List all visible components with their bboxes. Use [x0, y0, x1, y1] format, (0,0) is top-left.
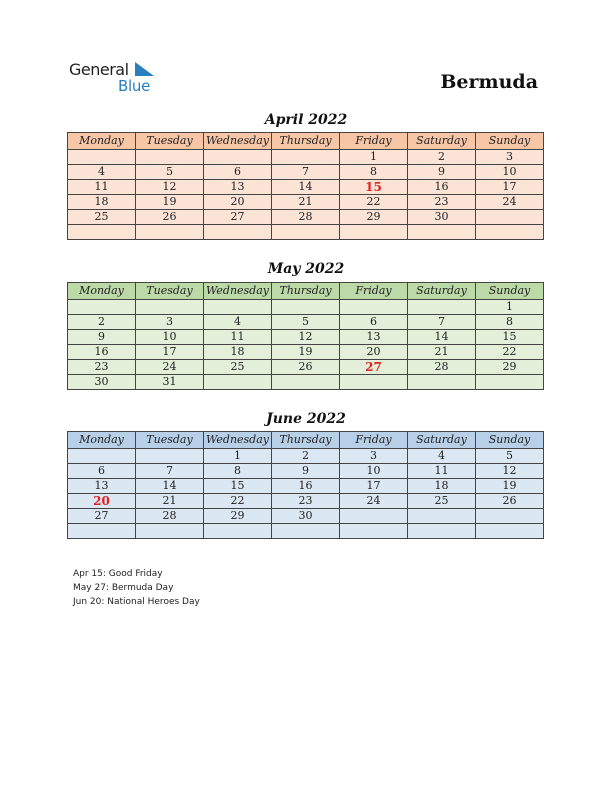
week-row: [68, 449, 544, 464]
day-cell: 13: [204, 180, 272, 195]
day-cell: 1: [476, 300, 544, 315]
week-row: [68, 375, 544, 390]
day-cell: 7: [408, 315, 476, 330]
day-cell: 20: [68, 494, 136, 509]
day-cell: 26: [476, 494, 544, 509]
day-cell: [136, 150, 204, 165]
day-cell: 19: [136, 195, 204, 210]
weekday-header: Friday: [340, 133, 408, 150]
week-row: [68, 180, 544, 195]
weekday-header: Tuesday: [136, 432, 204, 449]
weekday-header: Tuesday: [136, 283, 204, 300]
calendar-may: [67, 282, 544, 390]
day-cell: 25: [68, 210, 136, 225]
day-cell: 15: [340, 180, 408, 195]
day-cell: 3: [136, 315, 204, 330]
day-cell: 13: [68, 479, 136, 494]
day-cell: 1: [340, 150, 408, 165]
day-cell: 21: [136, 494, 204, 509]
day-cell: 20: [204, 195, 272, 210]
day-cell: 25: [204, 360, 272, 375]
day-cell: 27: [204, 210, 272, 225]
weekday-header: Saturday: [408, 133, 476, 150]
day-cell: [476, 225, 544, 240]
day-cell: [408, 509, 476, 524]
day-cell: 12: [272, 330, 340, 345]
day-cell: 30: [68, 375, 136, 390]
weekday-header: Sunday: [476, 133, 544, 150]
weekday-header: Tuesday: [136, 133, 204, 150]
week-row: [68, 195, 544, 210]
day-cell: 13: [340, 330, 408, 345]
day-cell: 15: [476, 330, 544, 345]
month-title-june: June 2022: [266, 411, 346, 427]
day-cell: 22: [340, 195, 408, 210]
week-row: [68, 479, 544, 494]
day-cell: 8: [476, 315, 544, 330]
weekday-header: Thursday: [272, 283, 340, 300]
day-cell: 9: [272, 464, 340, 479]
week-row: [68, 315, 544, 330]
day-cell: 30: [272, 509, 340, 524]
day-cell: 18: [408, 479, 476, 494]
weekday-header: Friday: [340, 283, 408, 300]
day-cell: 7: [136, 464, 204, 479]
day-cell: [68, 150, 136, 165]
day-cell: 17: [476, 180, 544, 195]
day-cell: 27: [68, 509, 136, 524]
day-cell: 29: [204, 509, 272, 524]
logo-triangle-icon: [135, 62, 155, 78]
day-cell: [476, 375, 544, 390]
country-title: Bermuda: [440, 71, 538, 93]
day-cell: [204, 524, 272, 539]
weekday-header-row: [68, 432, 544, 449]
day-cell: 1: [204, 449, 272, 464]
logo-text-general: General: [69, 60, 129, 79]
weekday-header: Wednesday: [204, 133, 272, 150]
weekday-header-row: [68, 283, 544, 300]
day-cell: [272, 225, 340, 240]
day-cell: 5: [272, 315, 340, 330]
day-cell: 21: [272, 195, 340, 210]
day-cell: 8: [340, 165, 408, 180]
day-cell: 19: [476, 479, 544, 494]
day-cell: 6: [68, 464, 136, 479]
day-cell: 24: [136, 360, 204, 375]
week-row: [68, 330, 544, 345]
calendar-april: [67, 132, 544, 240]
day-cell: 4: [204, 315, 272, 330]
day-cell: 11: [68, 180, 136, 195]
day-cell: 23: [272, 494, 340, 509]
day-cell: [408, 225, 476, 240]
week-row: [68, 345, 544, 360]
day-cell: 2: [408, 150, 476, 165]
day-cell: 12: [136, 180, 204, 195]
weekday-header: Monday: [68, 283, 136, 300]
weekday-header: Monday: [68, 432, 136, 449]
day-cell: 30: [408, 210, 476, 225]
day-cell: 8: [204, 464, 272, 479]
day-cell: 23: [408, 195, 476, 210]
day-cell: [204, 375, 272, 390]
day-cell: 5: [476, 449, 544, 464]
holiday-item: May 27: Bermuda Day: [73, 583, 174, 593]
weekday-header: Saturday: [408, 432, 476, 449]
day-cell: 6: [204, 165, 272, 180]
calendar-june: [67, 431, 544, 539]
day-cell: 2: [272, 449, 340, 464]
day-cell: [340, 225, 408, 240]
logo-text-blue: Blue: [118, 77, 150, 95]
day-cell: 17: [340, 479, 408, 494]
day-cell: 29: [476, 360, 544, 375]
day-cell: [476, 509, 544, 524]
weekday-header: Thursday: [272, 432, 340, 449]
day-cell: [408, 375, 476, 390]
day-cell: 28: [136, 509, 204, 524]
day-cell: 25: [408, 494, 476, 509]
weekday-header: Sunday: [476, 283, 544, 300]
day-cell: 12: [476, 464, 544, 479]
week-row: [68, 210, 544, 225]
day-cell: 15: [204, 479, 272, 494]
weekday-header: Wednesday: [204, 283, 272, 300]
day-cell: [272, 300, 340, 315]
day-cell: [204, 300, 272, 315]
day-cell: 16: [272, 479, 340, 494]
day-cell: [340, 300, 408, 315]
day-cell: 11: [204, 330, 272, 345]
day-cell: [272, 524, 340, 539]
month-title-april: April 2022: [264, 112, 348, 128]
day-cell: [476, 210, 544, 225]
week-row: [68, 494, 544, 509]
week-row: [68, 300, 544, 315]
day-cell: 19: [272, 345, 340, 360]
day-cell: [136, 524, 204, 539]
day-cell: 26: [136, 210, 204, 225]
month-title-may: May 2022: [267, 261, 345, 277]
day-cell: [68, 449, 136, 464]
day-cell: [68, 300, 136, 315]
day-cell: 10: [136, 330, 204, 345]
day-cell: [272, 375, 340, 390]
day-cell: 28: [408, 360, 476, 375]
day-cell: 18: [204, 345, 272, 360]
day-cell: [136, 300, 204, 315]
day-cell: 18: [68, 195, 136, 210]
day-cell: 14: [408, 330, 476, 345]
weekday-header: Saturday: [408, 283, 476, 300]
day-cell: 5: [136, 165, 204, 180]
logo: [69, 60, 169, 96]
day-cell: 17: [136, 345, 204, 360]
day-cell: [476, 524, 544, 539]
day-cell: 16: [68, 345, 136, 360]
holiday-item: Jun 20: National Heroes Day: [73, 597, 200, 607]
day-cell: [68, 524, 136, 539]
day-cell: [340, 524, 408, 539]
day-cell: 9: [408, 165, 476, 180]
day-cell: 22: [204, 494, 272, 509]
day-cell: [408, 524, 476, 539]
day-cell: 2: [68, 315, 136, 330]
day-cell: 16: [408, 180, 476, 195]
holiday-item: Apr 15: Good Friday: [73, 569, 163, 579]
day-cell: 20: [340, 345, 408, 360]
day-cell: 31: [136, 375, 204, 390]
day-cell: 24: [340, 494, 408, 509]
weekday-header: Thursday: [272, 133, 340, 150]
week-row: [68, 509, 544, 524]
week-row: [68, 150, 544, 165]
day-cell: 10: [340, 464, 408, 479]
day-cell: [272, 150, 340, 165]
week-row: [68, 464, 544, 479]
day-cell: 26: [272, 360, 340, 375]
day-cell: 11: [408, 464, 476, 479]
week-row: [68, 360, 544, 375]
weekday-header: Wednesday: [204, 432, 272, 449]
day-cell: 3: [340, 449, 408, 464]
weekday-header: Friday: [340, 432, 408, 449]
day-cell: [136, 449, 204, 464]
weekday-header-row: [68, 133, 544, 150]
day-cell: 9: [68, 330, 136, 345]
day-cell: 14: [272, 180, 340, 195]
day-cell: [204, 225, 272, 240]
day-cell: 4: [68, 165, 136, 180]
day-cell: [340, 375, 408, 390]
day-cell: 22: [476, 345, 544, 360]
day-cell: 29: [340, 210, 408, 225]
weekday-header: Sunday: [476, 432, 544, 449]
week-row: [68, 225, 544, 240]
day-cell: [408, 300, 476, 315]
day-cell: 6: [340, 315, 408, 330]
day-cell: 27: [340, 360, 408, 375]
day-cell: 21: [408, 345, 476, 360]
day-cell: 4: [408, 449, 476, 464]
week-row: [68, 524, 544, 539]
day-cell: [204, 150, 272, 165]
holiday-list: [73, 567, 200, 609]
weekday-header: Monday: [68, 133, 136, 150]
day-cell: 10: [476, 165, 544, 180]
day-cell: [136, 225, 204, 240]
day-cell: 24: [476, 195, 544, 210]
day-cell: [68, 225, 136, 240]
day-cell: 28: [272, 210, 340, 225]
day-cell: [340, 509, 408, 524]
day-cell: 7: [272, 165, 340, 180]
day-cell: 14: [136, 479, 204, 494]
day-cell: 3: [476, 150, 544, 165]
day-cell: 23: [68, 360, 136, 375]
week-row: [68, 165, 544, 180]
